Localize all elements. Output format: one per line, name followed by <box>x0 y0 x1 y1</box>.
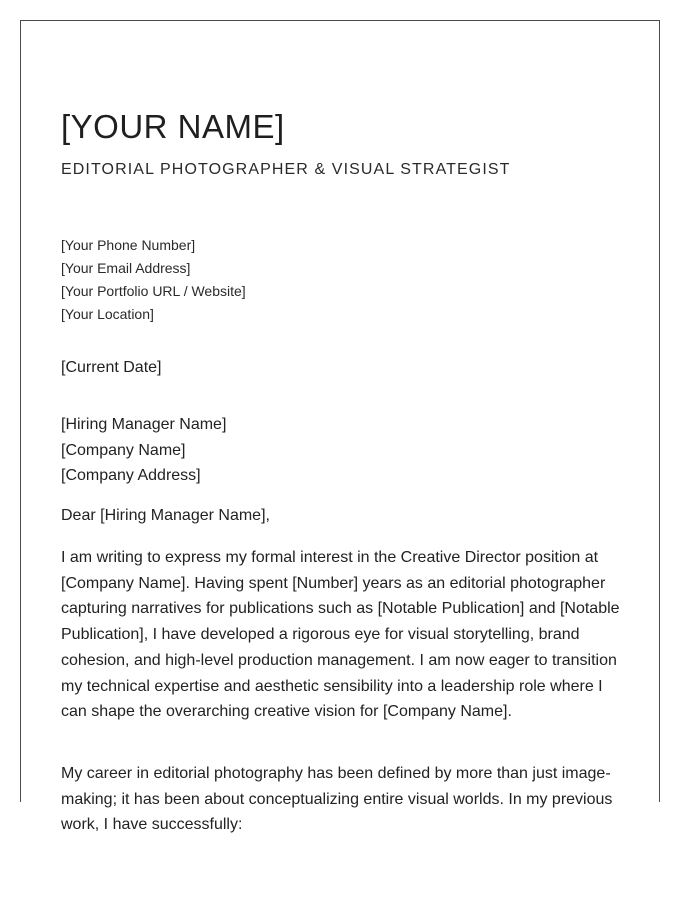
recipient-block <box>61 412 226 489</box>
applicant-name: [YOUR NAME] <box>61 108 285 145</box>
salutation: Dear [Hiring Manager Name], <box>61 507 270 524</box>
recipient-company: [Company Name] <box>61 441 186 459</box>
contact-phone: [Your Phone Number] <box>61 237 196 253</box>
recipient-name: [Hiring Manager Name] <box>61 416 227 433</box>
contact-portfolio: [Your Portfolio URL / Website] <box>61 283 246 299</box>
contact-block <box>61 234 246 326</box>
body-paragraph: I am writing to express my formal interest in the Creative Director position at [Company Name]. Having spent [Number] years as an editorial photographer capturing narratives for publications such as [Notable Publication] and [Notable Publication], I have developed a rigorous eye for visual storytelling, brand cohesion, and high-level production management. I am now eager to transition my technical expertise and aesthetic sensibility into a leadership role where I can shape the overarching creative vision for [Company Name]. <box>61 549 620 721</box>
contact-location: [Your Location] <box>61 306 154 322</box>
applicant-role: EDITORIAL PHOTOGRAPHER & VISUAL STRATEGIST <box>61 161 511 178</box>
document-page <box>20 20 660 834</box>
recipient-address: [Company Address] <box>61 467 201 484</box>
body-paragraph: My career in editorial photography has been defined by more than just image-making; it has been about conceptualizing entire visual worlds. In my previous work, I have successfully: <box>61 765 613 834</box>
letter-date: [Current Date] <box>61 359 162 376</box>
contact-email: [Your Email Address] <box>61 260 191 276</box>
